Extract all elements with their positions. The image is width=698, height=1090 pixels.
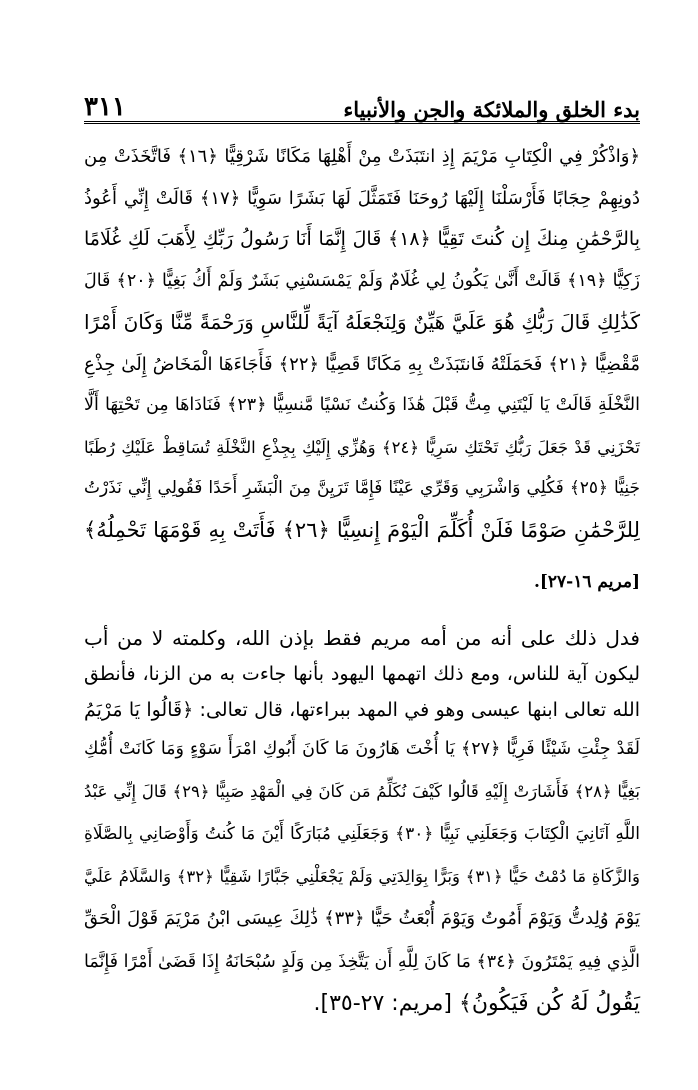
commentary-paragraph bbox=[84, 620, 640, 728]
verse-line: بِالرَّحْمَٰنِ مِنكَ إِن كُنتَ تَقِيًّا ﴿١٨﴾ قَالَ إِنَّمَا أَنَا رَسُولُ رَبِّكِ لِأَهَبَ لَكِ غُلَامًا bbox=[84, 228, 640, 250]
verse-line: يَوْمَ وُلِدتُّ وَيَوْمَ أَمُوتُ وَيَوْمَ أُبْعَثُ حَيًّا ﴿٣٣﴾ ذَٰلِكَ عِيسَى ابْنُ مَرْيَمَ قَوْلَ الْحَقِّ bbox=[84, 908, 640, 929]
prose-line: ليكون آية للناس، ومع ذلك اتهمها اليهود بأنها جاءت به من الزنا، فأنطق bbox=[84, 663, 640, 685]
verse-line: لِلرَّحْمَٰنِ صَوْمًا فَلَنْ أُكَلِّمَ الْيَوْمَ إِنسِيًّا ﴿٢٦﴾ فَأَتَتْ بِهِ قَوْمَهَا تَحْمِلُهُ﴾ bbox=[84, 517, 640, 542]
citation-maryam-16-27: [مريم ١٦-٢٧]. bbox=[533, 572, 640, 592]
verse-line: لَقَدْ جِئْتِ شَيْئًا فَرِيًّا ﴿٢٧﴾ يَا أُخْتَ هَارُونَ مَا كَانَ أَبُوكِ امْرَأَ سَوْءٍ وَمَا كَانَتْ أُمُّكِ bbox=[84, 739, 640, 759]
verse-line: كَذَٰلِكِ قَالَ رَبُّكِ هُوَ عَلَيَّ هَيِّنٌ وَلِنَجْعَلَهُ آيَةً لِّلنَّاسِ وَرَحْمَةً مِّنَّا وَكَانَ أَمْرًا bbox=[84, 310, 640, 334]
quran-passage-maryam-27-35 bbox=[84, 728, 640, 1026]
verse-line: الَّذِي فِيهِ يَمْتَرُونَ ﴿٣٤﴾ مَا كَانَ لِلَّهِ أَن يَتَّخِذَ مِن وَلَدٍ سُبْحَانَهُ إِذَا قَضَىٰ أَمْرًا فَإِنَّمَا bbox=[84, 951, 640, 972]
quran-passage-maryam-16-27 bbox=[84, 136, 640, 551]
verse-line-final: يَقُولُ لَهُ كُن فَيَكُونُ﴾ [مريم: ٢٧-٣٥]. bbox=[313, 991, 640, 1016]
prose-line: فدل ذلك على أنه من أمه مريم فقط بإذن الله، وكلمته لا من أب bbox=[84, 626, 640, 650]
verse-line: النَّخْلَةِ قَالَتْ يَا لَيْتَنِي مِتُّ قَبْلَ هَٰذَا وَكُنتُ نَسْيًا مَّنسِيًّا ﴿٢٣﴾ فَنَادَاهَا مِن تَحْتِهَا أَلَّا bbox=[84, 395, 640, 415]
header-rule bbox=[84, 121, 640, 124]
verse-line: جَنِيًّا ﴿٢٥﴾ فَكُلِي وَاشْرَبِي وَقَرِّي عَيْنًا فَإِمَّا تَرَيِنَّ مِنَ الْبَشَرِ أَحَدًا فَقُولِي إِنِّي نَذَرْتُ bbox=[84, 478, 640, 498]
verse-line: دُونِهِمْ حِجَابًا فَأَرْسَلْنَا إِلَيْهَا رُوحَنَا فَتَمَثَّلَ لَهَا بَشَرًا سَوِيًّا ﴿١٧﴾ قَالَتْ إِنِّي أَعُوذُ bbox=[84, 187, 640, 209]
running-title: بدء الخلق والملائكة والجن والأنبياء bbox=[343, 97, 640, 122]
verse-line: زَكِيًّا ﴿١٩﴾ قَالَتْ أَنَّىٰ يَكُونُ لِي غُلَامٌ وَلَمْ يَمْسَسْنِي بَشَرٌ وَلَمْ أَكُ بَغِيًّا ﴿٢٠﴾ قَالَ bbox=[84, 270, 640, 291]
verse-line: مَّقْضِيًّا ﴿٢١﴾ فَحَمَلَتْهُ فَانتَبَذَتْ بِهِ مَكَانًا قَصِيًّا ﴿٢٢﴾ فَأَجَاءَهَا الْمَخَاضُ إِلَىٰ جِذْعِ bbox=[84, 353, 640, 375]
verse-line: وَالزَّكَاةِ مَا دُمْتُ حَيًّا ﴿٣١﴾ وَبَرًّا بِوَالِدَتِي وَلَمْ يَجْعَلْنِي جَبَّارًا شَقِيًّا ﴿٣٢﴾ وَالسَّلَامُ عَلَيَّ bbox=[84, 866, 640, 886]
verse-line: تَحْزَنِي قَدْ جَعَلَ رَبُّكِ تَحْتَكِ سَرِيًّا ﴿٢٤﴾ وَهُزِّي إِلَيْكِ بِجِذْعِ النَّخْلَةِ تُسَاقِطْ عَلَيْكِ رُطَبًا bbox=[84, 437, 640, 457]
page-header bbox=[84, 82, 640, 122]
prose-line: الله تعالى ابنها عيسى وهو في المهد ببراءتها، قال تعالى: ﴿قَالُوا يَا مَرْيَمُ bbox=[84, 699, 640, 721]
verse-line: اللَّهِ آتَانِيَ الْكِتَابَ وَجَعَلَنِي نَبِيًّا ﴿٣٠﴾ وَجَعَلَنِي مُبَارَكًا أَيْنَ مَا كُنتُ وَأَوْصَانِي بِالصَّلَاةِ bbox=[84, 824, 640, 844]
verse-line: بَغِيًّا ﴿٢٨﴾ فَأَشَارَتْ إِلَيْهِ قَالُوا كَيْفَ نُكَلِّمُ مَن كَانَ فِي الْمَهْدِ صَبِيًّا ﴿٢٩﴾ قَالَ إِنِّي عَبْدُ bbox=[84, 781, 640, 801]
verse-line: ﴿وَاذْكُرْ فِي الْكِتَابِ مَرْيَمَ إِذِ انتَبَذَتْ مِنْ أَهْلِهَا مَكَانًا شَرْقِيًّا ﴿١٦﴾ فَاتَّخَذَتْ مِن bbox=[84, 146, 640, 167]
page-number: ٣١١ bbox=[84, 92, 126, 122]
